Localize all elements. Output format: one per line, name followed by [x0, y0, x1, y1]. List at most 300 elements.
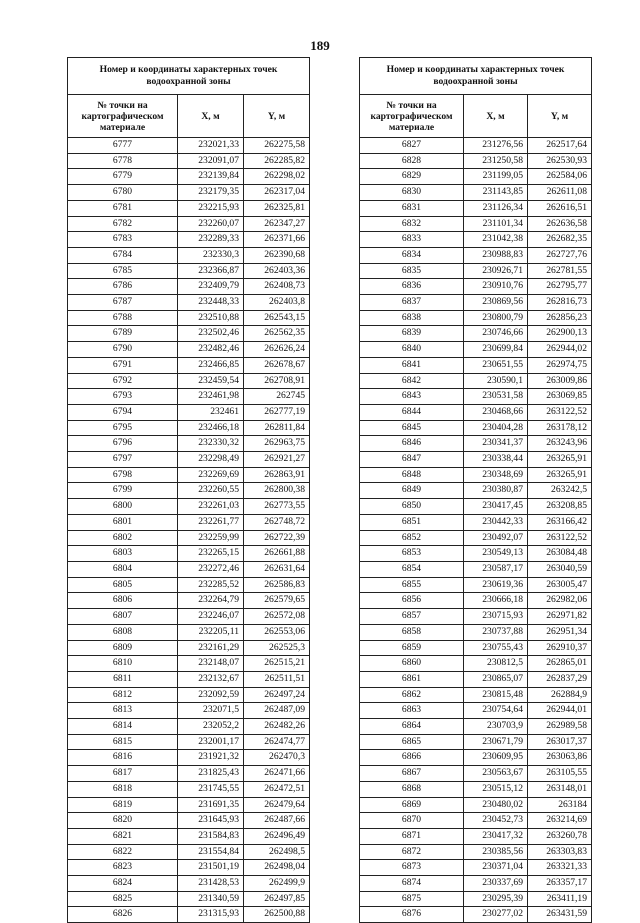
y-coordinate-cell: 262408,73	[244, 279, 310, 295]
point-number-cell: 6861	[360, 671, 464, 687]
x-coordinate-cell: 232459,54	[178, 373, 244, 389]
point-number-cell: 6788	[68, 310, 178, 326]
table-row	[68, 514, 310, 530]
point-number-cell: 6840	[360, 342, 464, 358]
table-row	[68, 169, 310, 185]
column-header-x: X, м	[178, 95, 244, 138]
table-row	[360, 577, 592, 593]
y-coordinate-cell: 262971,82	[528, 609, 592, 625]
y-coordinate-cell: 262543,15	[244, 310, 310, 326]
point-number-cell: 6845	[360, 420, 464, 436]
table-row	[360, 734, 592, 750]
table-group-header: Номер и координаты характерных точек водоохранной зоны	[360, 58, 592, 95]
x-coordinate-cell: 232091,07	[178, 153, 244, 169]
table-row	[68, 483, 310, 499]
y-coordinate-cell: 262472,51	[244, 781, 310, 797]
table-row	[360, 389, 592, 405]
table-row	[360, 703, 592, 719]
x-coordinate-cell: 230988,83	[464, 247, 528, 263]
point-number-cell: 6826	[68, 907, 178, 923]
table-row	[360, 200, 592, 216]
x-coordinate-cell: 231199,05	[464, 169, 528, 185]
y-coordinate-cell: 262482,26	[244, 719, 310, 735]
y-coordinate-cell: 263040,59	[528, 561, 592, 577]
x-coordinate-cell: 230699,84	[464, 342, 528, 358]
y-coordinate-cell: 262722,39	[244, 530, 310, 546]
y-coordinate-cell: 262347,27	[244, 216, 310, 232]
y-coordinate-cell: 262498,5	[244, 844, 310, 860]
y-coordinate-cell: 262748,72	[244, 514, 310, 530]
y-coordinate-cell: 262944,02	[528, 342, 592, 358]
point-number-cell: 6817	[68, 766, 178, 782]
point-number-cell: 6832	[360, 216, 464, 232]
x-coordinate-cell: 232260,55	[178, 483, 244, 499]
table-row	[360, 326, 592, 342]
x-coordinate-cell: 231825,43	[178, 766, 244, 782]
table-row	[360, 797, 592, 813]
y-coordinate-cell: 262325,81	[244, 200, 310, 216]
y-coordinate-cell: 262390,68	[244, 247, 310, 263]
point-number-cell: 6777	[68, 138, 178, 154]
point-number-cell: 6827	[360, 138, 464, 154]
x-coordinate-cell: 230341,37	[464, 436, 528, 452]
y-coordinate-cell: 262974,75	[528, 357, 592, 373]
y-coordinate-cell: 262795,77	[528, 279, 592, 295]
x-coordinate-cell: 232366,87	[178, 263, 244, 279]
point-number-cell: 6805	[68, 577, 178, 593]
point-number-cell: 6860	[360, 656, 464, 672]
y-coordinate-cell: 262579,65	[244, 593, 310, 609]
y-coordinate-cell: 263431,59	[528, 907, 592, 923]
table-row	[360, 452, 592, 468]
table-row	[68, 138, 310, 154]
y-coordinate-cell: 262479,64	[244, 797, 310, 813]
point-number-cell: 6866	[360, 750, 464, 766]
x-coordinate-cell: 232272,46	[178, 561, 244, 577]
table-row	[360, 185, 592, 201]
column-header-y: Y, м	[528, 95, 592, 138]
y-coordinate-cell: 262682,35	[528, 232, 592, 248]
x-coordinate-cell: 231042,38	[464, 232, 528, 248]
x-coordinate-cell: 232260,07	[178, 216, 244, 232]
table-row	[360, 671, 592, 687]
table-row	[68, 185, 310, 201]
table-row	[68, 499, 310, 515]
x-coordinate-cell: 230515,12	[464, 781, 528, 797]
point-number-cell: 6796	[68, 436, 178, 452]
point-number-cell: 6812	[68, 687, 178, 703]
point-number-cell: 6862	[360, 687, 464, 703]
x-coordinate-cell: 230404,28	[464, 420, 528, 436]
x-coordinate-cell: 231315,93	[178, 907, 244, 923]
table-row	[68, 326, 310, 342]
x-coordinate-cell: 232021,33	[178, 138, 244, 154]
x-coordinate-cell: 230926,71	[464, 263, 528, 279]
point-number-cell: 6819	[68, 797, 178, 813]
point-number-cell: 6782	[68, 216, 178, 232]
x-coordinate-cell: 230737,88	[464, 624, 528, 640]
x-coordinate-cell: 232482,46	[178, 342, 244, 358]
table-row	[360, 719, 592, 735]
point-number-cell: 6798	[68, 467, 178, 483]
y-coordinate-cell: 262371,66	[244, 232, 310, 248]
y-coordinate-cell: 262884,9	[528, 687, 592, 703]
y-coordinate-cell: 263265,91	[528, 452, 592, 468]
point-number-cell: 6865	[360, 734, 464, 750]
table-row	[360, 609, 592, 625]
point-number-cell: 6822	[68, 844, 178, 860]
table-row	[360, 373, 592, 389]
table-row	[360, 295, 592, 311]
point-number-cell: 6783	[68, 232, 178, 248]
y-coordinate-cell: 262298,02	[244, 169, 310, 185]
x-coordinate-cell: 231921,32	[178, 750, 244, 766]
x-coordinate-cell: 230549,13	[464, 546, 528, 562]
table-row	[360, 781, 592, 797]
y-coordinate-cell: 262471,66	[244, 766, 310, 782]
y-coordinate-cell: 262474,77	[244, 734, 310, 750]
table-row	[360, 561, 592, 577]
y-coordinate-cell: 262470,3	[244, 750, 310, 766]
point-number-cell: 6872	[360, 844, 464, 860]
y-coordinate-cell: 263166,42	[528, 514, 592, 530]
x-coordinate-cell: 232265,15	[178, 546, 244, 562]
table-row	[360, 216, 592, 232]
y-coordinate-cell: 263009,86	[528, 373, 592, 389]
point-number-cell: 6806	[68, 593, 178, 609]
point-number-cell: 6809	[68, 640, 178, 656]
x-coordinate-cell: 230468,66	[464, 404, 528, 420]
y-coordinate-cell: 262678,67	[244, 357, 310, 373]
table-row	[68, 357, 310, 373]
y-coordinate-cell: 262963,75	[244, 436, 310, 452]
y-coordinate-cell: 263260,78	[528, 828, 592, 844]
y-coordinate-cell: 263084,48	[528, 546, 592, 562]
y-coordinate-cell: 262487,09	[244, 703, 310, 719]
x-coordinate-cell: 231645,93	[178, 813, 244, 829]
y-coordinate-cell: 262487,66	[244, 813, 310, 829]
point-number-cell: 6835	[360, 263, 464, 279]
point-number-cell: 6874	[360, 876, 464, 892]
y-coordinate-cell: 263063,86	[528, 750, 592, 766]
y-coordinate-cell: 262626,24	[244, 342, 310, 358]
x-coordinate-cell: 230380,87	[464, 483, 528, 499]
table-row	[360, 467, 592, 483]
point-number-cell: 6818	[68, 781, 178, 797]
y-coordinate-cell: 262515,21	[244, 656, 310, 672]
x-coordinate-cell: 231501,19	[178, 860, 244, 876]
table-row	[360, 247, 592, 263]
table-row	[68, 546, 310, 562]
x-coordinate-cell: 232215,93	[178, 200, 244, 216]
x-coordinate-cell: 230755,43	[464, 640, 528, 656]
table-row	[68, 719, 310, 735]
y-coordinate-cell: 262584,06	[528, 169, 592, 185]
point-number-cell: 6852	[360, 530, 464, 546]
table-row	[68, 530, 310, 546]
point-number-cell: 6867	[360, 766, 464, 782]
column-header-point: № точки на картографическом материале	[360, 95, 464, 138]
table-row	[68, 703, 310, 719]
y-coordinate-cell: 262631,64	[244, 561, 310, 577]
table-row	[360, 844, 592, 860]
point-number-cell: 6792	[68, 373, 178, 389]
table-row	[68, 389, 310, 405]
point-number-cell: 6859	[360, 640, 464, 656]
column-header-x: X, м	[464, 95, 528, 138]
x-coordinate-cell: 232448,33	[178, 295, 244, 311]
table-row	[68, 797, 310, 813]
point-number-cell: 6834	[360, 247, 464, 263]
y-coordinate-cell: 262781,55	[528, 263, 592, 279]
x-coordinate-cell: 231584,83	[178, 828, 244, 844]
y-coordinate-cell: 262285,82	[244, 153, 310, 169]
point-number-cell: 6843	[360, 389, 464, 405]
coordinates-table-right	[359, 57, 592, 923]
point-number-cell: 6824	[68, 876, 178, 892]
table-row	[360, 357, 592, 373]
y-coordinate-cell: 263122,52	[528, 530, 592, 546]
point-number-cell: 6780	[68, 185, 178, 201]
x-coordinate-cell: 230337,69	[464, 876, 528, 892]
table-row	[360, 138, 592, 154]
y-coordinate-cell: 262616,51	[528, 200, 592, 216]
y-coordinate-cell: 262944,01	[528, 703, 592, 719]
x-coordinate-cell: 232461,98	[178, 389, 244, 405]
y-coordinate-cell: 263242,5	[528, 483, 592, 499]
y-coordinate-cell: 262497,85	[244, 891, 310, 907]
x-coordinate-cell: 231745,55	[178, 781, 244, 797]
x-coordinate-cell: 230442,33	[464, 514, 528, 530]
point-number-cell: 6836	[360, 279, 464, 295]
y-coordinate-cell: 263208,85	[528, 499, 592, 515]
point-number-cell: 6838	[360, 310, 464, 326]
table-row	[68, 671, 310, 687]
point-number-cell: 6814	[68, 719, 178, 735]
point-number-cell: 6797	[68, 452, 178, 468]
x-coordinate-cell: 230563,67	[464, 766, 528, 782]
table-row	[68, 561, 310, 577]
x-coordinate-cell: 232001,17	[178, 734, 244, 750]
point-number-cell: 6857	[360, 609, 464, 625]
point-number-cell: 6871	[360, 828, 464, 844]
table-row	[360, 813, 592, 829]
point-number-cell: 6823	[68, 860, 178, 876]
table-row	[360, 907, 592, 923]
point-number-cell: 6851	[360, 514, 464, 530]
table-row	[68, 844, 310, 860]
table-row	[68, 420, 310, 436]
x-coordinate-cell: 230531,58	[464, 389, 528, 405]
point-number-cell: 6795	[68, 420, 178, 436]
point-number-cell: 6781	[68, 200, 178, 216]
table-row	[360, 514, 592, 530]
x-coordinate-cell: 232330,3	[178, 247, 244, 263]
x-coordinate-cell: 230910,76	[464, 279, 528, 295]
y-coordinate-cell: 262811,84	[244, 420, 310, 436]
x-coordinate-cell: 232052,2	[178, 719, 244, 735]
x-coordinate-cell: 230671,79	[464, 734, 528, 750]
table-row	[68, 247, 310, 263]
y-coordinate-cell: 263243,96	[528, 436, 592, 452]
point-number-cell: 6833	[360, 232, 464, 248]
y-coordinate-cell: 262900,13	[528, 326, 592, 342]
table-row	[68, 279, 310, 295]
y-coordinate-cell: 262553,06	[244, 624, 310, 640]
x-coordinate-cell: 232330,32	[178, 436, 244, 452]
y-coordinate-cell: 262525,3	[244, 640, 310, 656]
y-coordinate-cell: 263105,55	[528, 766, 592, 782]
table-row	[68, 828, 310, 844]
x-coordinate-cell: 230609,95	[464, 750, 528, 766]
y-coordinate-cell: 263265,91	[528, 467, 592, 483]
y-coordinate-cell: 263005,47	[528, 577, 592, 593]
table-row	[360, 404, 592, 420]
table-row	[68, 734, 310, 750]
y-coordinate-cell: 262727,76	[528, 247, 592, 263]
point-number-cell: 6873	[360, 860, 464, 876]
x-coordinate-cell: 231126,34	[464, 200, 528, 216]
point-number-cell: 6787	[68, 295, 178, 311]
point-number-cell: 6820	[68, 813, 178, 829]
y-coordinate-cell: 262661,88	[244, 546, 310, 562]
point-number-cell: 6811	[68, 671, 178, 687]
table-row	[360, 499, 592, 515]
table-row	[68, 467, 310, 483]
x-coordinate-cell: 232071,5	[178, 703, 244, 719]
table-row	[68, 813, 310, 829]
point-number-cell: 6793	[68, 389, 178, 405]
y-coordinate-cell: 263148,01	[528, 781, 592, 797]
point-number-cell: 6837	[360, 295, 464, 311]
y-coordinate-cell: 262496,49	[244, 828, 310, 844]
y-coordinate-cell: 262837,29	[528, 671, 592, 687]
table-row	[360, 640, 592, 656]
table-body-left	[68, 138, 310, 923]
table-row	[360, 876, 592, 892]
y-coordinate-cell: 262517,64	[528, 138, 592, 154]
table-row	[68, 295, 310, 311]
x-coordinate-cell: 230869,56	[464, 295, 528, 311]
point-number-cell: 6779	[68, 169, 178, 185]
point-number-cell: 6864	[360, 719, 464, 735]
point-number-cell: 6791	[68, 357, 178, 373]
point-number-cell: 6799	[68, 483, 178, 499]
x-coordinate-cell: 230277,02	[464, 907, 528, 923]
x-coordinate-cell: 232261,03	[178, 499, 244, 515]
table-row	[360, 891, 592, 907]
y-coordinate-cell: 263184	[528, 797, 592, 813]
x-coordinate-cell: 232510,88	[178, 310, 244, 326]
y-coordinate-cell: 262317,04	[244, 185, 310, 201]
point-number-cell: 6815	[68, 734, 178, 750]
point-number-cell: 6802	[68, 530, 178, 546]
x-coordinate-cell: 232466,85	[178, 357, 244, 373]
table-row	[68, 891, 310, 907]
table-row	[68, 860, 310, 876]
point-number-cell: 6850	[360, 499, 464, 515]
point-number-cell: 6876	[360, 907, 464, 923]
x-coordinate-cell: 230754,64	[464, 703, 528, 719]
x-coordinate-cell: 231340,59	[178, 891, 244, 907]
point-number-cell: 6858	[360, 624, 464, 640]
y-coordinate-cell: 262586,83	[244, 577, 310, 593]
point-number-cell: 6847	[360, 452, 464, 468]
y-coordinate-cell: 262511,51	[244, 671, 310, 687]
x-coordinate-cell: 232261,77	[178, 514, 244, 530]
x-coordinate-cell: 230417,32	[464, 828, 528, 844]
table-group-header: Номер и координаты характерных точек водоохранной зоны	[68, 58, 310, 95]
table-body-right	[360, 138, 592, 923]
y-coordinate-cell: 263017,37	[528, 734, 592, 750]
y-coordinate-cell: 262708,91	[244, 373, 310, 389]
point-number-cell: 6807	[68, 609, 178, 625]
point-number-cell: 6846	[360, 436, 464, 452]
x-coordinate-cell: 230815,48	[464, 687, 528, 703]
x-coordinate-cell: 232161,29	[178, 640, 244, 656]
column-header-y: Y, м	[244, 95, 310, 138]
x-coordinate-cell: 231691,35	[178, 797, 244, 813]
y-coordinate-cell: 262921,27	[244, 452, 310, 468]
point-number-cell: 6875	[360, 891, 464, 907]
table-row	[360, 153, 592, 169]
point-number-cell: 6870	[360, 813, 464, 829]
table-row	[360, 232, 592, 248]
point-number-cell: 6800	[68, 499, 178, 515]
table-row	[68, 876, 310, 892]
y-coordinate-cell: 262572,08	[244, 609, 310, 625]
x-coordinate-cell: 232409,79	[178, 279, 244, 295]
table-row	[68, 153, 310, 169]
point-number-cell: 6785	[68, 263, 178, 279]
x-coordinate-cell: 230371,04	[464, 860, 528, 876]
x-coordinate-cell: 230385,56	[464, 844, 528, 860]
table-row	[68, 624, 310, 640]
y-coordinate-cell: 262989,58	[528, 719, 592, 735]
y-coordinate-cell: 262816,73	[528, 295, 592, 311]
column-header-point: № точки на картографическом материале	[68, 95, 178, 138]
x-coordinate-cell: 231554,84	[178, 844, 244, 860]
table-row	[68, 263, 310, 279]
y-coordinate-cell: 262275,58	[244, 138, 310, 154]
y-coordinate-cell: 262800,38	[244, 483, 310, 499]
point-number-cell: 6821	[68, 828, 178, 844]
table-row	[360, 828, 592, 844]
table-row	[68, 232, 310, 248]
table-row	[360, 420, 592, 436]
point-number-cell: 6778	[68, 153, 178, 169]
x-coordinate-cell: 230492,07	[464, 530, 528, 546]
point-number-cell: 6853	[360, 546, 464, 562]
point-number-cell: 6803	[68, 546, 178, 562]
y-coordinate-cell: 262982,06	[528, 593, 592, 609]
x-coordinate-cell: 232246,07	[178, 609, 244, 625]
point-number-cell: 6804	[68, 561, 178, 577]
point-number-cell: 6790	[68, 342, 178, 358]
point-number-cell: 6863	[360, 703, 464, 719]
y-coordinate-cell: 262498,04	[244, 860, 310, 876]
point-number-cell: 6786	[68, 279, 178, 295]
x-coordinate-cell: 230865,07	[464, 671, 528, 687]
point-number-cell: 6868	[360, 781, 464, 797]
point-number-cell: 6794	[68, 404, 178, 420]
x-coordinate-cell: 230295,39	[464, 891, 528, 907]
point-number-cell: 6869	[360, 797, 464, 813]
x-coordinate-cell: 232205,11	[178, 624, 244, 640]
x-coordinate-cell: 230587,17	[464, 561, 528, 577]
table-row	[68, 593, 310, 609]
x-coordinate-cell: 232139,84	[178, 169, 244, 185]
